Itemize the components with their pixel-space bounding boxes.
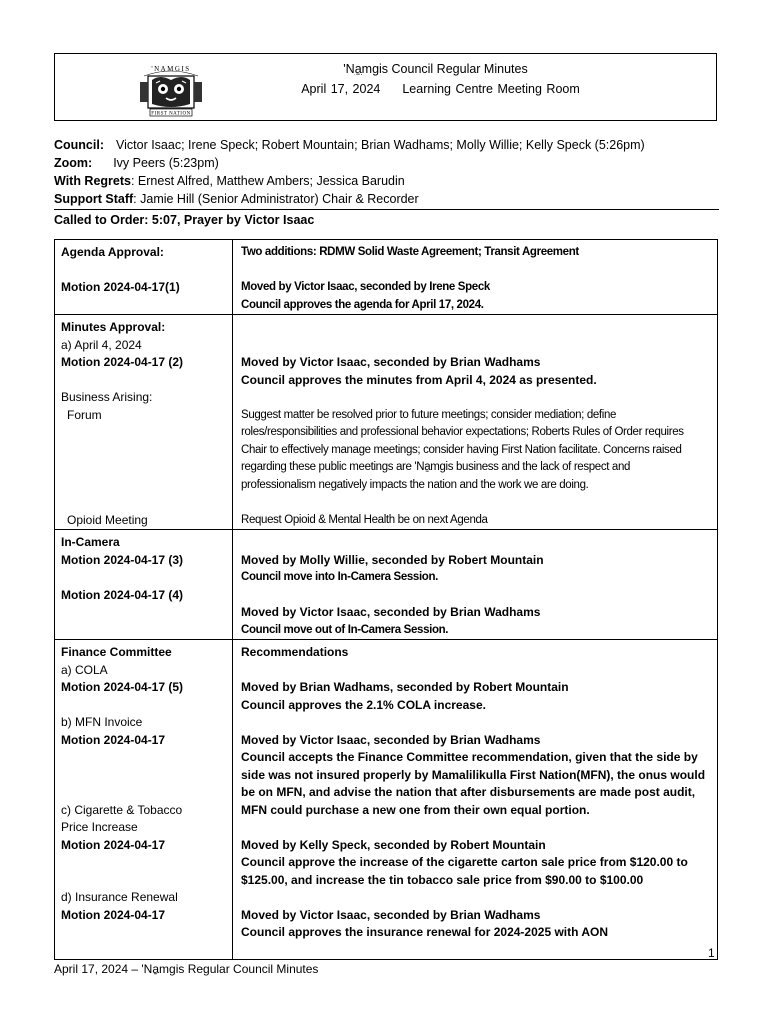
zoom-row: Zoom: Ivy Peers (5:23pm) <box>54 156 219 170</box>
finance-content-cell: Recommendations Moved by Brian Wadhams, seconded by Robert Mountain Council approves the 2.1% COLA increase. Moved by Victor Isaac, seconded by Brian Wadhams Council accepts the Finance Committee recommendation, given that the side by side was not insured properly by Mamalilikulla First Nation(MFN), the onus would be on MFN, and advise the nation that after disbursements are made post audit, MFN could purchase a new one from their own equal portion. Moved by Kelly Speck, seconded by Robert Mountain Council approve the increase of the cigarette carton sale price from $120.00 to $125.00, and increase the tin tobacco sale price from $90.00 to $100.00 Moved by Victor Isaac, seconded by Brian Wadhams Council approves the insurance renewal for 2024-2025 with AON <box>233 640 718 960</box>
meeting-location: Learning Centre Meeting Room <box>402 82 580 96</box>
meeting-date: April 17, 2024 <box>301 82 381 96</box>
finance-label-cell: Finance Committee a) COLA Motion 2024-04-17 (5) b) MFN Invoice Motion 2024-04-17 c) Cigarette & Tobacco Price Increase Motion 2024-04-17 d) Insurance Renewal Motion 2024-04-17 <box>55 640 233 960</box>
minutes-label-cell: Minutes Approval: a) April 4, 2024 Motion 2024-04-17 (2) Business Arising: Forum Opioid Meeting <box>55 315 233 530</box>
agenda-content-cell: Two additions: RDMW Solid Waste Agreement; Transit Agreement Moved by Victor Isaac, seconded by Irene Speck Council approves the agenda for April 17, 2024. <box>233 240 718 315</box>
document-title: 'Na̱mgis Council Regular Minutes <box>343 62 528 76</box>
page-footer: April 17, 2024 – 'Na̱mgis Regular Council Minutes <box>54 962 319 976</box>
table-row <box>55 640 718 960</box>
minutes-table <box>54 239 718 960</box>
svg-text:FIRST NATION: FIRST NATION <box>151 111 191 117</box>
attendance-block <box>54 136 719 229</box>
in-camera-label-cell: In-Camera Motion 2024-04-17 (3) Motion 2024-04-17 (4) <box>55 530 233 640</box>
page-number: 1 <box>708 946 715 960</box>
svg-text:'NA̱MGIS: 'NA̱MGIS <box>151 65 191 73</box>
table-row <box>55 530 718 640</box>
meeting-date-location <box>55 82 716 96</box>
called-to-order: Called to Order: 5:07, Prayer by Victor Isaac <box>54 209 719 229</box>
in-camera-content-cell: Moved by Molly Willie, seconded by Robert Mountain Council move into In-Camera Session. Moved by Victor Isaac, seconded by Brian Wadhams Council move out of In-Camera Session. <box>233 530 718 640</box>
council-row: Council: Victor Isaac; Irene Speck; Robert Mountain; Brian Wadhams; Molly Willie; Kelly Speck (5:26pm) <box>54 138 645 152</box>
document-header <box>54 53 717 121</box>
regrets-row: With Regrets: Ernest Alfred, Matthew Ambers; Jessica Barudin <box>54 174 405 188</box>
table-row <box>55 240 718 315</box>
support-staff-row: Support Staff: Jamie Hill (Senior Administrator) Chair & Recorder <box>54 192 419 206</box>
agenda-label-cell: Agenda Approval: Motion 2024-04-17(1) <box>55 240 233 315</box>
minutes-content-cell: Moved by Victor Isaac, seconded by Brian Wadhams Council approves the minutes from April 4, 2024 as presented. Suggest matter be resolved prior to future meetings; consider mediation; define roles/responsibilities and professional behavior expectations; Roberts Rules of Order requires Chair to effectively manage meetings; consider having First Nation facilitate. Concerns raised regarding these public meetings are 'Na̱mgis business and the lack of respect and professionalism negatively impacts the nation and the work we are doing. Request Opioid & Mental Health be on next Agenda <box>233 315 718 530</box>
table-row <box>55 315 718 530</box>
